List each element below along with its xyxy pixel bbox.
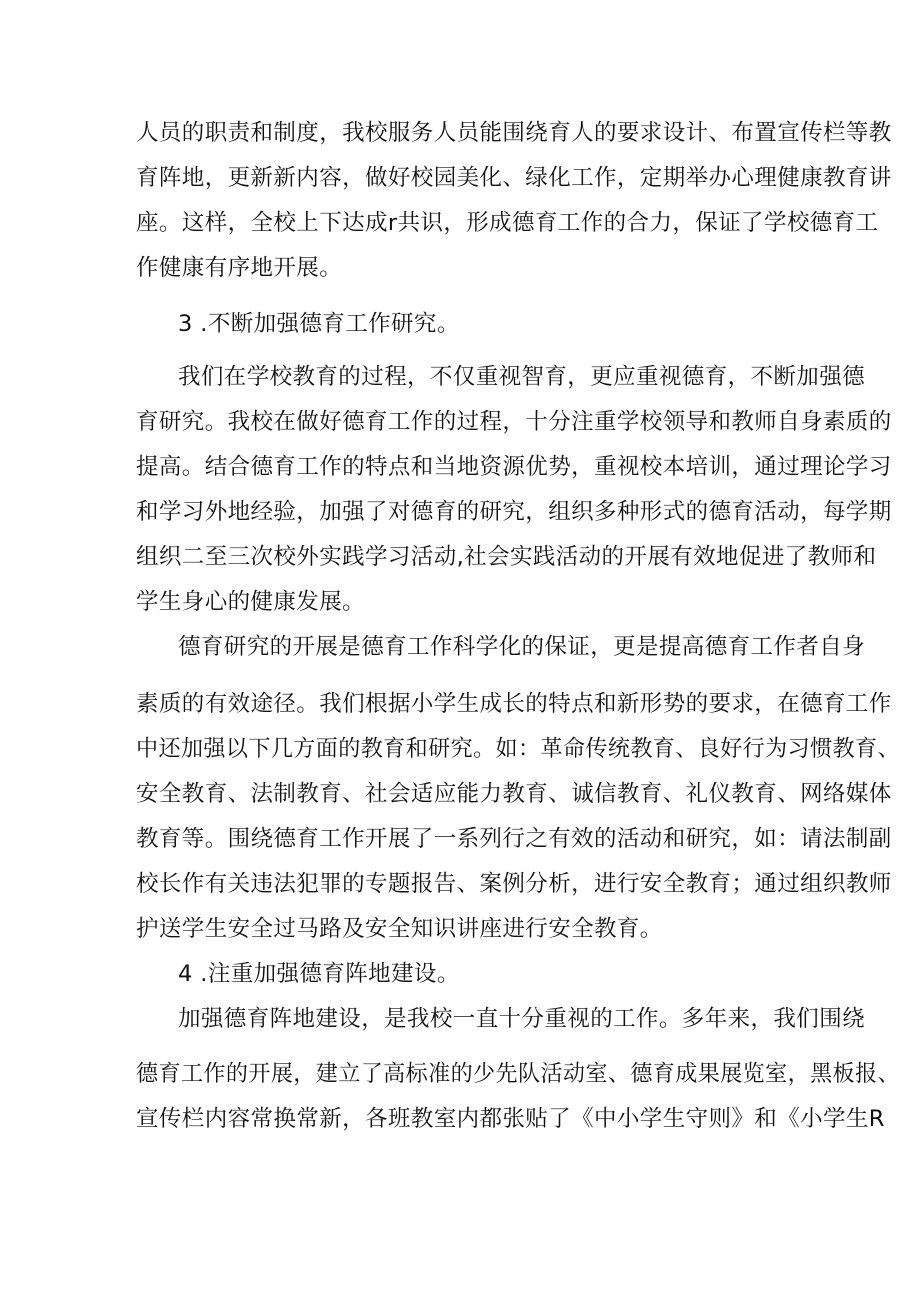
- text-line: 育研究。我校在做好德育工作的过程，十分注重学校领导和教师自身素质的: [136, 409, 892, 435]
- text-line: 学生身心的健康发展。: [136, 589, 366, 615]
- text-line: 校长作有关违法犯罪的专题报告、案例分析，进行安全教育；通过组织教师: [136, 871, 892, 897]
- text-line: 作健康有序地开展。: [136, 255, 343, 281]
- text-line: 和学习外地经验，加强了对德育的研究，组织多种形式的德育活动，每学期: [136, 499, 892, 525]
- section-heading: 4 .注重加强德育阵地建设。: [178, 961, 460, 987]
- text-line: 中还加强以下几方面的教育和研究。如：革命传统教育、良好行为习惯教育、: [136, 736, 900, 762]
- text-line: 提高。结合德育工作的特点和当地资源优势，重视校本培训，通过理论学习: [136, 454, 892, 480]
- text-line: 加强德育阵地建设，是我校一直十分重视的工作。多年来，我们围绕: [178, 1006, 866, 1032]
- section-heading: 3 .不断加强德育工作研究。: [178, 311, 460, 337]
- text-line: 组织二至三次校外实践学习活动,社会实践活动的开展有效地促进了教师和: [136, 544, 877, 570]
- text-line: 安全教育、法制教育、社会适应能力教育、诚信教育、礼仪教育、网络媒体: [136, 781, 892, 807]
- text-line: 我们在学校教育的过程，不仅重视智育，更应重视德育，不断加强德: [178, 364, 866, 390]
- text-line: 人员的职责和制度，我校服务人员能围绕育人的要求设计、布置宣传栏等教: [136, 120, 892, 146]
- text-line: 德育工作的开展，建立了高标准的少先队活动室、德育成果展览室，黑板报、: [136, 1061, 900, 1087]
- text-line: 素质的有效途径。我们根据小学生成长的特点和新形势的要求，在德育工作: [136, 691, 892, 717]
- text-line: 座。这样，全校上下达成r共识，形成德育工作的合力，保证了学校德育工: [136, 210, 879, 236]
- text-line: 德育研究的开展是德育工作科学化的保证，更是提高德育工作者自身: [178, 634, 866, 660]
- text-line: 育阵地，更新新内容，做好校园美化、绿化工作，定期举办心理健康教育讲: [136, 165, 892, 191]
- text-line: 护送学生安全过马路及安全知识讲座进行安全教育。: [136, 916, 663, 942]
- text-line: 教育等。围绕德育工作开展了一系列行之有效的活动和研究，如：请法制副: [136, 826, 892, 852]
- text-line: 宣传栏内容常换常新，各班教室内都张贴了《中小学生守则》和《小学生R: [136, 1106, 885, 1132]
